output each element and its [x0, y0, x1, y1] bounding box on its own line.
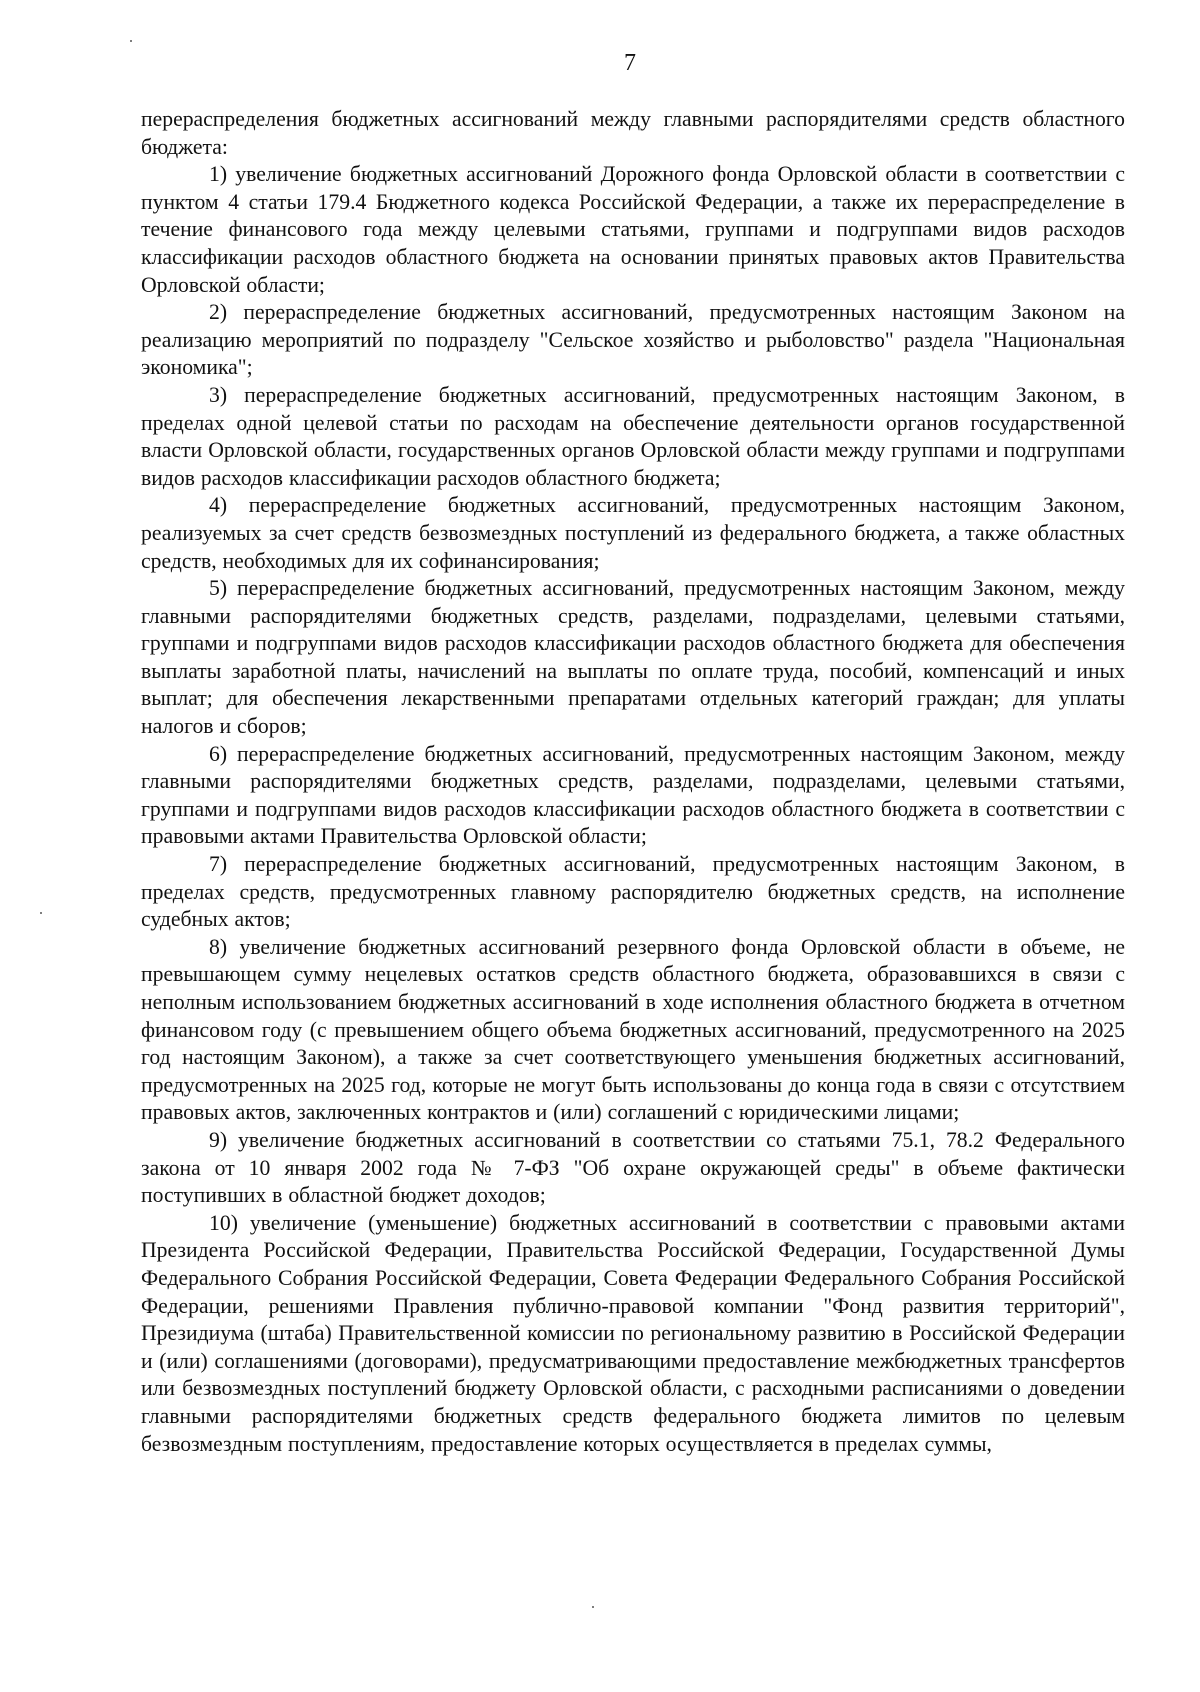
scan-speck — [592, 1606, 594, 1608]
document-body — [141, 106, 1125, 1458]
list-item-10: 10) увеличение (уменьшение) бюджетных ассигнований в соответствии с правовыми актами Президента Российской Федерации, Правительства Российской Федерации, Государственной Думы Федерального Собрания Российской Федерации, Совета Федерации Федерального Собрания Российской Федерации, решениями Правления публично-правовой компании "Фонд развития территорий", Президиума (штаба) Правительственной комиссии по региональному развитию в Российской Федерации и (или) соглашениями (договорами), предусматривающими предоставление межбюджетных трансфертов или безвозмездных поступлений бюджету Орловской области, с расходными расписаниями о доведении главными распорядителями бюджетных средств федерального бюджета лимитов по целевым безвозмездным поступлениям, предоставление которых осуществляется в пределах суммы, — [141, 1210, 1125, 1456]
list-item-8: 8) увеличение бюджетных ассигнований резервного фонда Орловской области в объеме, не превышающем сумму нецелевых остатков средств областного бюджета, образовавшихся в связи с неполным использованием бюджетных ассигнований в ходе исполнения областного бюджета в отчетном финансовом году (с превышением общего объема бюджетных ассигнований, предусмотренного на 2025 год настоящим Законом), а также за счет соответствующего уменьшения бюджетных ассигнований, предусмотренных на 2025 год, которые не могут быть использованы до конца года в связи с отсутствием правовых актов, заключенных контрактов и (или) соглашений с юридическими лицами; — [141, 934, 1125, 1125]
list-item-9: 9) увеличение бюджетных ассигнований в соответствии со статьями 75.1, 78.2 Федерального закона от 10 января 2002 года № 7-ФЗ "Об охране окружающей среды" в объеме фактически поступивших в областной бюджет доходов; — [141, 1127, 1125, 1208]
list-item-2: 2) перераспределение бюджетных ассигнований, предусмотренных настоящим Законом на реализацию мероприятий по подразделу "Сельское хозяйство и рыболовство" раздела "Национальная экономика"; — [141, 300, 1125, 380]
list-item-1: 1) увеличение бюджетных ассигнований Дорожного фонда Орловской области в соответствии с пунктом 4 статьи 179.4 Бюджетного кодекса Российской Федерации, а также их перераспределение в течение финансового года между целевыми статьями, группами и подгруппами видов расходов классификации расходов областного бюджета на основании принятых правовых актов Правительства Орловской области; — [141, 162, 1125, 297]
list-item-4: 4) перераспределение бюджетных ассигнований, предусмотренных настоящим Законом, реализуемых за счет средств безвозмездных поступлений из федерального бюджета, а также областных средств, необходимых для их софинансирования; — [141, 493, 1125, 573]
list-item-6: 6) перераспределение бюджетных ассигнований, предусмотренных настоящим Законом, между главными распорядителями бюджетных средств, разделами, подразделами, целевыми статьями, группами и подгруппами видов расходов классификации расходов областного бюджета в соответствии с правовыми актами Правительства Орловской области; — [141, 741, 1125, 849]
scan-speck — [130, 40, 132, 42]
scan-speck — [40, 912, 42, 914]
list-item-5: 5) перераспределение бюджетных ассигнований, предусмотренных настоящим Законом, между главными распорядителями бюджетных средств, разделами, подразделами, целевыми статьями, группами и подгруппами видов расходов классификации расходов областного бюджета для обеспечения выплаты заработной платы, начислений на выплаты по оплате труда, пособий, компенсаций и иных выплат; для обеспечения лекарственными препаратами отдельных категорий граждан; для уплаты налогов и сборов; — [141, 576, 1125, 739]
page-number: 7 — [624, 50, 636, 76]
list-item-3: 3) перераспределение бюджетных ассигнований, предусмотренных настоящим Законом, в пределах одной целевой статьи по расходам на обеспечение деятельности органов государственной власти Орловской области, государственных органов Орловской области между группами и подгруппами видов расходов классификации расходов областного бюджета; — [141, 382, 1125, 490]
paragraph-lead: перераспределения бюджетных ассигнований между главными распорядителями средств областного бюджета: — [141, 107, 1125, 159]
list-item-7: 7) перераспределение бюджетных ассигнований, предусмотренных настоящим Законом, в пределах средств, предусмотренных главному распорядителю бюджетных средств, на исполнение судебных актов; — [141, 852, 1125, 932]
